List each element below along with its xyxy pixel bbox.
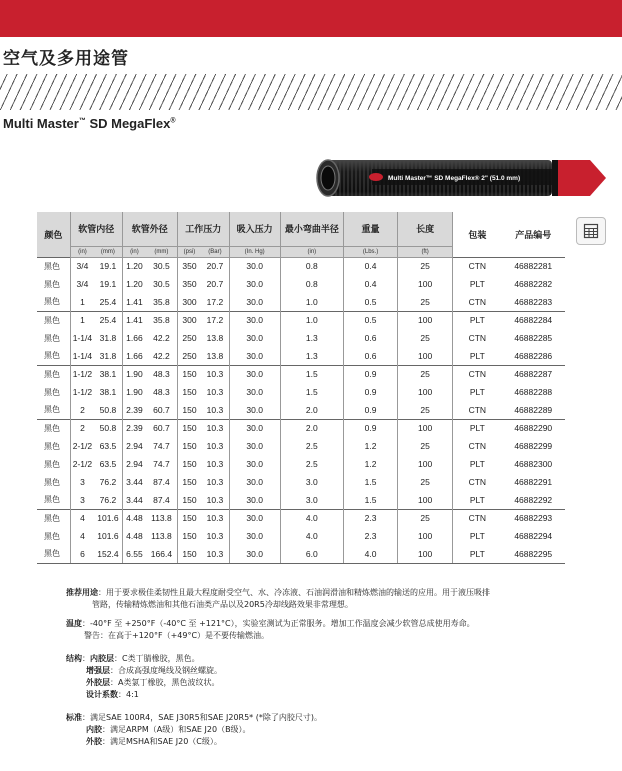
cell-part-no: 46882283 — [514, 296, 553, 307]
product-title — [3, 116, 176, 131]
cell-weight: 1.2 — [344, 437, 398, 455]
cell-vacuum: 30.0 — [229, 293, 280, 311]
inner-label: 内胶层 — [90, 654, 114, 663]
cell-inner-in: 1-1/2 — [70, 365, 94, 383]
cell-bend-radius: 0.8 — [280, 257, 343, 275]
inner-text: ：C类丁腈橡胶，黑色。 — [114, 654, 200, 663]
cell-part-no: 46882289 — [514, 404, 553, 415]
cell-weight: 0.6 — [344, 347, 398, 365]
cell-color: 黑色 — [44, 387, 60, 397]
cell-outer-mm: 30.5 — [153, 279, 170, 289]
cell-vacuum: 30.0 — [229, 473, 280, 491]
notes-standards — [66, 712, 322, 748]
cell-bar: 10.3 — [201, 545, 229, 563]
outer-text: ：A类氯丁橡胶，黑色波纹状。 — [110, 678, 220, 687]
cell-bend-radius: 0.8 — [280, 275, 343, 293]
header-row — [37, 212, 565, 246]
cell-vacuum: 30.0 — [229, 275, 280, 293]
spec-table — [37, 212, 565, 564]
table-row — [37, 329, 565, 347]
cell-weight: 1.5 — [344, 491, 398, 509]
cell-color: 黑色 — [44, 333, 60, 343]
cell-inner-in: 1-1/4 — [70, 329, 94, 347]
col-header-working-pressure: 工作压力 — [177, 212, 229, 246]
application-label: 推荐用途 — [66, 588, 98, 597]
table-row — [37, 275, 565, 293]
cell-package: CTN — [453, 473, 502, 491]
table-row — [37, 491, 565, 509]
cell-inner-in: 6 — [70, 545, 94, 563]
cell-inner-in: 2-1/2 — [70, 437, 94, 455]
cell-vacuum: 30.0 — [229, 383, 280, 401]
table-row — [37, 293, 565, 311]
cell-color: 黑色 — [37, 419, 70, 437]
cell-inner-in: 1-1/2 — [70, 383, 94, 401]
cell-outer-in: 2.39 — [122, 419, 146, 437]
cell-vacuum: 30.0 — [229, 545, 280, 563]
cell-package: PLT — [453, 545, 502, 563]
cell-psi: 350 — [177, 275, 201, 293]
cell-length: 100 — [398, 347, 453, 365]
cell-inner-mm: 63.5 — [99, 459, 117, 469]
cell-weight: 0.5 — [344, 293, 398, 311]
cell-vacuum: 30.0 — [229, 365, 280, 383]
cell-part-no: 46882286 — [514, 350, 553, 361]
cell-weight: 2.3 — [344, 527, 398, 545]
cell-inner-mm: 152.4 — [94, 545, 122, 563]
cell-outer-in: 2.39 — [122, 401, 146, 419]
cell-outer-in: 1.20 — [122, 275, 146, 293]
cell-color: 黑色 — [44, 531, 60, 541]
cell-inner-mm: 101.6 — [94, 509, 122, 527]
table-row — [37, 419, 565, 437]
cell-length: 100 — [398, 491, 453, 509]
unit-lbs: (Lbs.) — [344, 246, 398, 257]
std-inner-label: 内胶 — [86, 725, 102, 734]
registered-mark: ® — [170, 117, 176, 125]
cell-color: 黑色 — [44, 459, 60, 469]
cell-part-no: 46882299 — [514, 441, 553, 451]
unit-ft: (ft) — [398, 246, 453, 257]
cell-inner-mm: 25.4 — [94, 311, 122, 329]
cell-inner-mm: 38.1 — [99, 387, 117, 397]
cell-psi: 150 — [177, 401, 201, 419]
table-row — [37, 311, 565, 329]
cell-part-no: 46882300 — [514, 459, 553, 469]
cell-inner-mm: 76.2 — [99, 494, 117, 505]
cell-bend-radius: 1.0 — [280, 311, 343, 329]
table-row — [37, 347, 565, 365]
cell-inner-mm: 25.4 — [99, 296, 117, 307]
application-text-2: 管路，传输精炼燃油和其他石油类产品以及20R5冷却线路效果非常理想。 — [92, 600, 353, 609]
cell-vacuum: 30.0 — [229, 491, 280, 509]
cell-color: 黑色 — [44, 351, 60, 361]
cell-outer-mm: 74.7 — [153, 459, 170, 469]
unit-inhg: (In. Hg) — [229, 246, 280, 257]
trademark-mark: ™ — [78, 117, 86, 125]
cell-length: 25 — [398, 293, 453, 311]
col-header-vacuum: 吸入压力 — [229, 212, 280, 246]
cell-part-no: 46882282 — [514, 279, 553, 289]
cell-weight: 1.2 — [344, 455, 398, 473]
table-row — [37, 545, 565, 563]
cell-inner-in: 1 — [70, 311, 94, 329]
cell-psi: 150 — [177, 383, 201, 401]
cell-length: 100 — [398, 545, 453, 563]
std-outer-text: ：满足MSHA和SAE J20（C级）。 — [102, 737, 222, 746]
cell-psi: 150 — [177, 365, 201, 383]
cell-length: 100 — [398, 419, 453, 437]
cell-inner-mm: 101.6 — [97, 531, 119, 541]
cell-outer-in: 4.48 — [122, 527, 146, 545]
cell-psi: 150 — [177, 473, 201, 491]
cell-outer-in: 1.41 — [122, 293, 146, 311]
cell-bar: 10.3 — [206, 441, 224, 451]
unit-in: (in) — [122, 246, 146, 257]
cell-color: 黑色 — [44, 297, 60, 307]
col-header-inner-dia: 软管内径 — [70, 212, 122, 246]
cell-color: 黑色 — [44, 477, 60, 487]
cell-vacuum: 30.0 — [229, 257, 280, 275]
cell-inner-in: 1 — [70, 293, 94, 311]
temp-label: 温度 — [66, 619, 82, 628]
cell-vacuum: 30.0 — [229, 509, 280, 527]
notes-construction: 结构：内胶层：C类丁腈橡胶，黑色。 增强层：合成高强度绳线及钢丝螺旋。 外胶层：A类氯丁橡胶，黑色波纹状。 设计系数：4:1 — [66, 654, 222, 699]
cell-part-no: 46882288 — [514, 387, 553, 397]
cell-outer-in: 2.94 — [122, 455, 146, 473]
cell-part-no: 46882294 — [514, 531, 553, 541]
cell-package: CTN — [453, 437, 502, 455]
cell-bar: 10.3 — [201, 509, 229, 527]
cell-bar: 13.8 — [206, 333, 224, 343]
cell-bar: 10.3 — [201, 419, 229, 437]
col-header-outer-dia: 软管外径 — [122, 212, 177, 246]
outer-label: 外胶层 — [86, 678, 110, 687]
cell-outer-in: 1.66 — [122, 347, 146, 365]
col-header-part-no: 产品编号 — [515, 229, 552, 240]
col-header-weight: 重量 — [344, 212, 398, 246]
cell-inner-mm: 76.2 — [99, 477, 117, 487]
notes-temperature — [66, 618, 475, 642]
spec-table-body — [37, 257, 565, 563]
cell-length: 25 — [398, 509, 453, 527]
cell-part-no: 46882293 — [502, 509, 566, 527]
cell-package: CTN — [453, 509, 502, 527]
cell-outer-mm: 35.8 — [153, 296, 170, 307]
cell-color: 黑色 — [44, 405, 60, 415]
reinforce-text: ：合成高强度绳线及钢丝螺旋。 — [110, 666, 222, 675]
cell-outer-in: 2.94 — [122, 437, 146, 455]
cell-weight: 0.9 — [344, 401, 398, 419]
cell-outer-mm: 35.8 — [146, 311, 177, 329]
top-banner — [0, 0, 622, 37]
cell-part-no: 46882281 — [502, 257, 566, 275]
cell-outer-mm: 74.7 — [153, 441, 170, 451]
cell-inner-mm: 31.8 — [99, 350, 117, 361]
cell-color: 黑色 — [44, 279, 60, 289]
side-tab[interactable] — [576, 217, 606, 245]
cell-bar: 10.3 — [206, 459, 224, 469]
unit-bend-in: (in) — [280, 246, 343, 257]
standard-label: 标准 — [66, 713, 82, 722]
cell-inner-in: 3 — [70, 473, 94, 491]
cell-package: PLT — [453, 311, 502, 329]
cell-package: PLT — [453, 275, 502, 293]
table-row — [37, 383, 565, 401]
cell-package: CTN — [453, 365, 502, 383]
cell-bar: 17.2 — [201, 311, 229, 329]
cell-length: 100 — [398, 383, 453, 401]
cell-package: CTN — [453, 329, 502, 347]
cell-length: 25 — [398, 473, 453, 491]
cell-part-no: 46882290 — [502, 419, 566, 437]
table-row — [37, 257, 565, 275]
cell-package: PLT — [453, 383, 502, 401]
cell-package: PLT — [453, 455, 502, 473]
unit-psi: (psi) — [177, 246, 201, 257]
cell-inner-mm: 19.1 — [99, 279, 117, 289]
cell-package: PLT — [453, 347, 502, 365]
cell-bend-radius: 2.0 — [280, 401, 343, 419]
cell-weight: 0.9 — [344, 365, 398, 383]
unit-mm: (mm) — [94, 246, 122, 257]
cell-outer-mm: 48.3 — [153, 387, 170, 397]
cell-bar: 17.2 — [206, 296, 224, 307]
std-outer-label: 外胶 — [86, 737, 102, 746]
cell-inner-mm: 50.8 — [99, 404, 117, 415]
cell-length: 25 — [398, 257, 453, 275]
cell-inner-mm: 63.5 — [99, 441, 117, 451]
cell-psi: 250 — [177, 347, 201, 365]
cell-bar: 13.8 — [206, 350, 224, 361]
temp-text-1: ：-40°F 至 +250°F（-40°C 至 +121°C），实验室测试为正常服务。增加工作温度会减少软管总成使用寿命。 — [82, 619, 475, 628]
cell-color: 黑色 — [44, 495, 60, 505]
cell-bar: 20.7 — [201, 257, 229, 275]
cell-bend-radius: 1.3 — [280, 329, 343, 347]
cell-weight: 0.5 — [344, 311, 398, 329]
cell-outer-in: 1.90 — [122, 383, 146, 401]
unit-bar: (Bar) — [201, 246, 229, 257]
cell-weight: 0.9 — [344, 419, 398, 437]
cell-inner-mm: 38.1 — [94, 365, 122, 383]
cell-vacuum: 30.0 — [229, 419, 280, 437]
cell-bar: 10.3 — [201, 365, 229, 383]
cell-length: 100 — [398, 455, 453, 473]
cell-bend-radius: 4.0 — [280, 527, 343, 545]
cell-color: 黑色 — [37, 257, 70, 275]
cell-length: 25 — [398, 437, 453, 455]
cell-psi: 150 — [177, 545, 201, 563]
cell-package: PLT — [453, 527, 502, 545]
cell-inner-in: 2-1/2 — [70, 455, 94, 473]
cell-length: 25 — [398, 365, 453, 383]
cell-vacuum: 30.0 — [229, 527, 280, 545]
cell-psi: 300 — [177, 293, 201, 311]
cell-weight: 0.6 — [344, 329, 398, 347]
cell-bend-radius: 2.5 — [280, 437, 343, 455]
table-icon — [583, 223, 599, 239]
cell-weight: 2.3 — [344, 509, 398, 527]
table-row — [37, 455, 565, 473]
cell-weight: 4.0 — [344, 545, 398, 563]
cell-outer-in: 1.20 — [122, 257, 146, 275]
cell-inner-in: 3/4 — [70, 257, 94, 275]
cell-psi: 150 — [177, 455, 201, 473]
cell-bar: 20.7 — [206, 279, 224, 289]
cell-bar: 10.3 — [206, 404, 224, 415]
cell-color: 黑色 — [44, 441, 60, 451]
table-row — [37, 473, 565, 491]
cell-bar: 10.3 — [206, 387, 224, 397]
cell-package: PLT — [453, 419, 502, 437]
cell-outer-mm: 42.2 — [153, 333, 170, 343]
unit-mm: (mm) — [146, 246, 177, 257]
cell-outer-mm: 113.8 — [151, 531, 172, 541]
cell-weight: 0.9 — [344, 383, 398, 401]
cell-inner-in: 4 — [70, 527, 94, 545]
cell-vacuum: 30.0 — [229, 437, 280, 455]
cell-psi: 250 — [177, 329, 201, 347]
cell-color: 黑色 — [37, 545, 70, 563]
table-row — [37, 509, 565, 527]
cell-inner-in: 3/4 — [70, 275, 94, 293]
reinforce-label: 增强层 — [86, 666, 110, 675]
cell-inner-in: 3 — [70, 491, 94, 509]
cell-outer-mm: 48.3 — [146, 365, 177, 383]
cell-weight: 0.4 — [344, 257, 398, 275]
cell-outer-mm: 87.4 — [153, 494, 170, 505]
cell-inner-in: 4 — [70, 509, 94, 527]
cell-package: CTN — [453, 257, 502, 275]
cell-outer-in: 1.90 — [122, 365, 146, 383]
cell-bar: 10.3 — [206, 531, 224, 541]
cell-psi: 150 — [177, 437, 201, 455]
hatch-divider — [0, 74, 622, 110]
cell-length: 25 — [398, 329, 453, 347]
cell-outer-mm: 60.7 — [146, 419, 177, 437]
cell-inner-in: 2 — [70, 419, 94, 437]
safety-label: 设计系数 — [86, 690, 118, 699]
cell-inner-mm: 19.1 — [94, 257, 122, 275]
table-row — [37, 437, 565, 455]
table-row — [37, 527, 565, 545]
cell-vacuum: 30.0 — [229, 455, 280, 473]
cell-outer-in: 3.44 — [122, 473, 146, 491]
hose-image — [314, 156, 608, 200]
cell-color: 黑色 — [37, 509, 70, 527]
product-series: SD MegaFlex — [85, 116, 171, 131]
cell-part-no: 46882291 — [514, 477, 553, 487]
cell-outer-mm: 42.2 — [153, 350, 170, 361]
cell-color: 黑色 — [37, 365, 70, 383]
cell-bend-radius: 6.0 — [280, 545, 343, 563]
cell-vacuum: 30.0 — [229, 329, 280, 347]
cell-bend-radius: 1.3 — [280, 347, 343, 365]
cell-package: CTN — [453, 293, 502, 311]
cell-inner-mm: 31.8 — [99, 333, 117, 343]
construction-label: 结构 — [66, 654, 82, 663]
cell-psi: 350 — [177, 257, 201, 275]
col-header-package: 包装 — [453, 212, 502, 257]
application-text-1: ：用于要求极佳柔韧性且最大程度耐受空气、水、冷冻液、石油润滑油和精炼燃油的输送的应用。用于液压吸排 — [98, 588, 490, 597]
cell-part-no: 46882287 — [502, 365, 566, 383]
cell-inner-mm: 50.8 — [94, 419, 122, 437]
safety-text: ：4:1 — [118, 690, 139, 699]
cell-bend-radius: 1.5 — [280, 365, 343, 383]
cell-vacuum: 30.0 — [229, 401, 280, 419]
cell-package: PLT — [453, 491, 502, 509]
cell-bend-radius: 3.0 — [280, 491, 343, 509]
cell-outer-mm: 166.4 — [146, 545, 177, 563]
cell-length: 100 — [398, 311, 453, 329]
cell-length: 25 — [398, 401, 453, 419]
cell-length: 100 — [398, 275, 453, 293]
hose-label: Multi Master™ SD MegaFlex® 2" (51.0 mm) — [388, 175, 521, 182]
cell-psi: 300 — [177, 311, 201, 329]
cell-weight: 0.4 — [344, 275, 398, 293]
notes-application — [66, 587, 490, 611]
cell-outer-mm: 87.4 — [153, 477, 170, 487]
cell-outer-in: 1.41 — [122, 311, 146, 329]
cell-outer-in: 6.55 — [122, 545, 146, 563]
cell-bend-radius: 3.0 — [280, 473, 343, 491]
cell-vacuum: 30.0 — [229, 311, 280, 329]
cell-length: 100 — [398, 527, 453, 545]
cell-part-no: 46882284 — [502, 311, 566, 329]
cell-psi: 150 — [177, 419, 201, 437]
std-inner-text: ：满足ARPM（A级）和SAE J20（B级）。 — [102, 725, 251, 734]
cell-bend-radius: 4.0 — [280, 509, 343, 527]
cell-psi: 150 — [177, 527, 201, 545]
cell-bend-radius: 1.5 — [280, 383, 343, 401]
cell-outer-mm: 113.8 — [146, 509, 177, 527]
cell-bar: 10.3 — [206, 477, 224, 487]
col-header-color: 颜色 — [37, 212, 70, 257]
cell-part-no: 46882292 — [514, 494, 553, 505]
col-header-length: 长度 — [398, 212, 453, 246]
cell-weight: 1.5 — [344, 473, 398, 491]
table-row — [37, 365, 565, 383]
cell-outer-in: 1.66 — [122, 329, 146, 347]
cell-part-no: 46882295 — [502, 545, 566, 563]
cell-inner-in: 2 — [70, 401, 94, 419]
product-name: Multi Master — [3, 116, 79, 131]
unit-in: (in) — [70, 246, 94, 257]
cell-inner-in: 1-1/4 — [70, 347, 94, 365]
cell-psi: 150 — [177, 491, 201, 509]
standard-text: ：满足SAE 100R4，SAE J30R5和SAE J20R5* (*除了内胶尺寸)。 — [82, 713, 322, 722]
table-row — [37, 401, 565, 419]
col-header-bend-radius: 最小弯曲半径 — [280, 212, 343, 246]
cell-outer-in: 3.44 — [122, 491, 146, 509]
cell-outer-mm: 30.5 — [146, 257, 177, 275]
temp-text-2: 警告：在高于+120°F（+49°C）是不要传输燃油。 — [84, 631, 270, 640]
cell-outer-mm: 60.7 — [153, 404, 170, 415]
cell-bar: 10.3 — [206, 494, 224, 505]
cell-package: CTN — [453, 401, 502, 419]
cell-vacuum: 30.0 — [229, 347, 280, 365]
cell-psi: 150 — [177, 509, 201, 527]
cell-bend-radius: 1.0 — [280, 293, 343, 311]
cell-bend-radius: 2.5 — [280, 455, 343, 473]
cell-part-no: 46882285 — [514, 333, 553, 343]
cell-bend-radius: 2.0 — [280, 419, 343, 437]
cell-outer-in: 4.48 — [122, 509, 146, 527]
page-heading: 空气及多用途管 — [3, 49, 129, 69]
cell-color: 黑色 — [37, 311, 70, 329]
